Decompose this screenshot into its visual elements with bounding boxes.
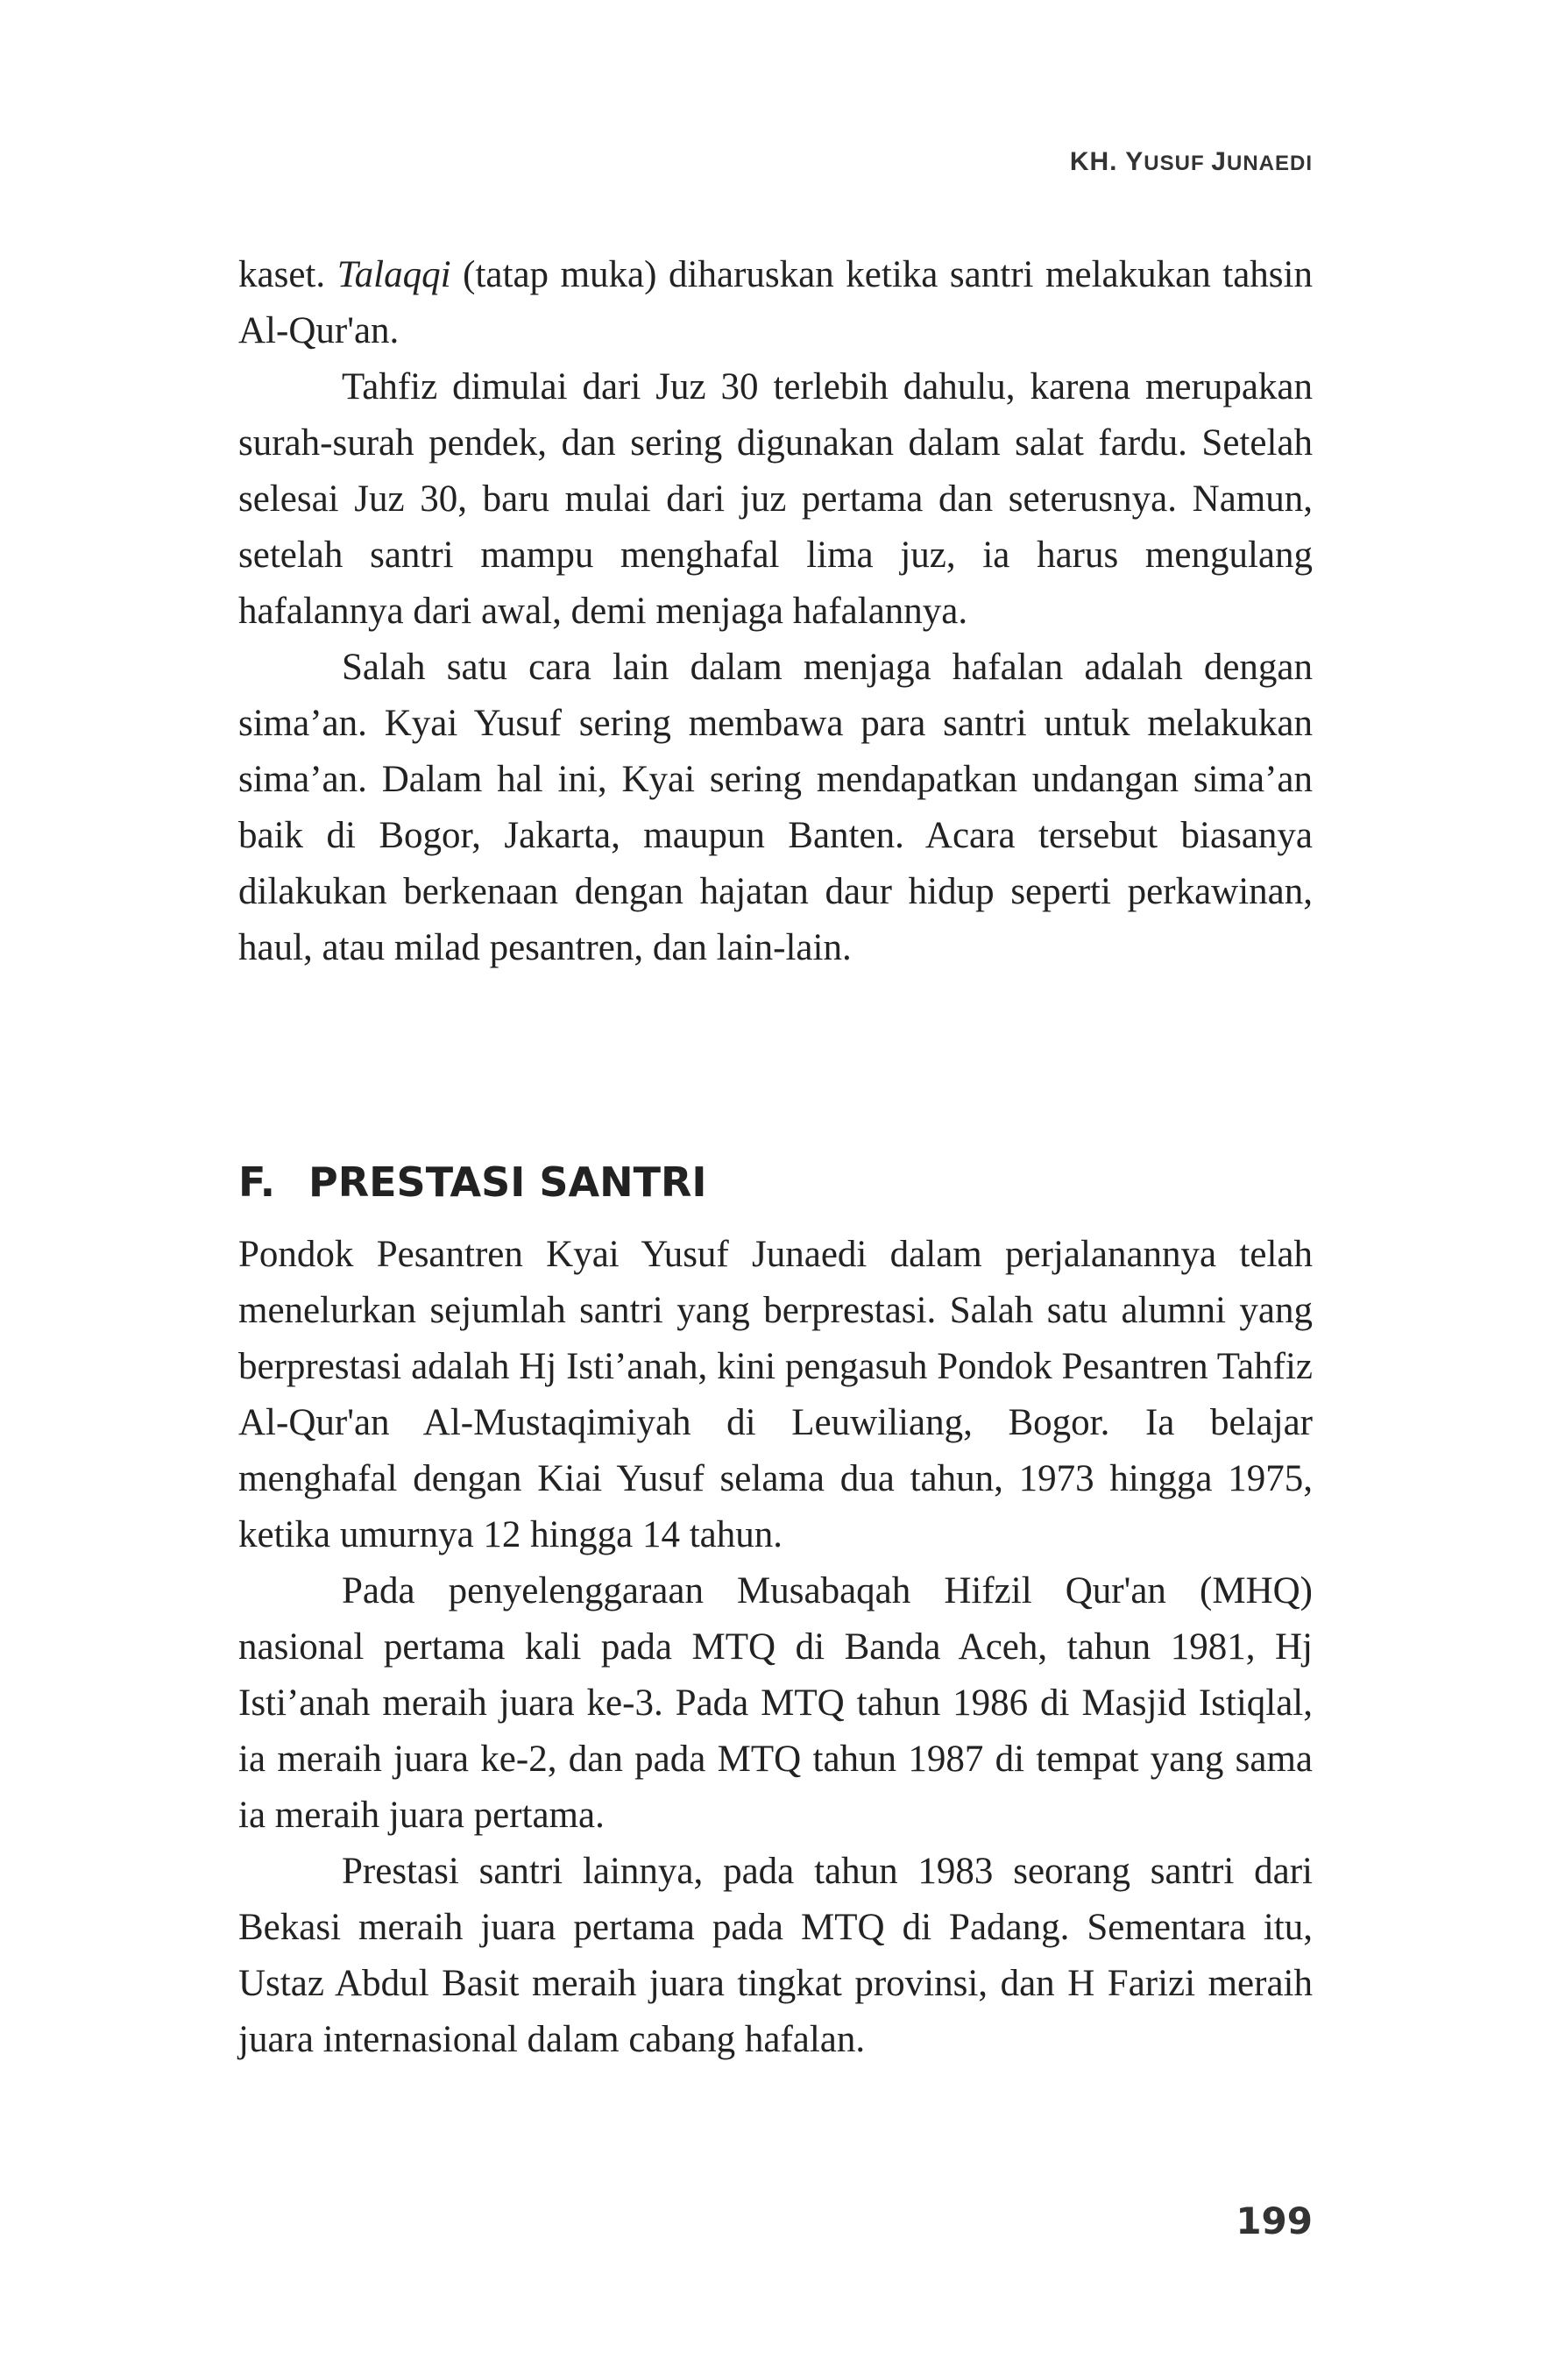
paragraph-alumni: Pondok Pesantren Kyai Yusuf Junaedi dalam perjalanannya telah menelurkan sejumlah santri yang berprestasi. Salah satu alumni yang berprestasi adalah Hj Isti’anah, kini pengasuh Pondok Pesantren Tahfiz Al-Qur'an Al-Mustaqimiyah di Leuwiliang, Bogor. Ia belajar menghafal dengan Kiai Yusuf selama dua tahun, 1973 hingga 1975, ketika umurnya 12 hingga 14 tahun. (238, 1234, 1313, 1555)
header-y-cap: Y (1125, 147, 1144, 176)
header-j-cap: J (1211, 147, 1227, 176)
header-prefix: KH. (1069, 147, 1126, 176)
paragraph-simaan: Salah satu cara lain dalam menjaga hafalan adalah dengan sima’an. Kyai Yusuf sering membawa para santri untuk melakukan sima’an. Dalam hal ini, Kyai sering mendapatkan undangan sima’an baik di Bogor, Jakarta, maupun Banten. Acara tersebut biasanya dilakukan berkenaan dengan hajatan daur hidup seperti perkawinan, haul, atau milad pesantren, dan lain-lain. (238, 647, 1313, 968)
page-number: 199 (1236, 2199, 1313, 2242)
header-j-rest: UNAEDI (1226, 152, 1313, 175)
running-header (1070, 147, 1313, 177)
section-heading (238, 1158, 707, 1206)
paragraph-continuation (238, 247, 1313, 359)
header-y-rest: USUF (1144, 152, 1212, 175)
italic-term: Talaqqi (336, 254, 451, 295)
top-text-block (238, 247, 1313, 976)
paragraph-other-achievements: Prestasi santri lainnya, pada tahun 1983 seorang santri dari Bekasi meraih juara pertama pada MTQ di Padang. Sementara itu, Ustaz Abdul Basit meraih juara tingkat provinsi, dan H Farizi meraih juara internasional dalam cabang hafalan. (238, 1851, 1313, 2060)
section-title: PRESTASI SANTRI (308, 1158, 707, 1206)
section-text-block (238, 1227, 1313, 2068)
paragraph-text: kaset. (238, 254, 337, 295)
paragraph-text: (tatap muka) diharuskan ketika santri melakukan tahsin Al-Qur'an. (238, 254, 1313, 351)
section-number: F. (238, 1158, 276, 1206)
paragraph-tahfiz: Tahfiz dimulai dari Juz 30 terlebih dahulu, karena merupakan surah-surah pendek, dan sering digunakan dalam salat fardu. Setelah selesai Juz 30, baru mulai dari juz pertama dan seterusnya. Namun, setelah santri mampu menghafal lima juz, ia harus mengulang hafalannya dari awal, demi menjaga hafalannya. (238, 366, 1313, 632)
paragraph-mhq: Pada penyelenggaraan Musabaqah Hifzil Qur'an (MHQ) nasional pertama kali pada MTQ di Banda Aceh, tahun 1981, Hj Isti’anah meraih juara ke-3. Pada MTQ tahun 1986 di Masjid Istiqlal, ia meraih juara ke-2, dan pada MTQ tahun 1987 di tempat yang sama ia meraih juara pertama. (238, 1570, 1313, 1836)
